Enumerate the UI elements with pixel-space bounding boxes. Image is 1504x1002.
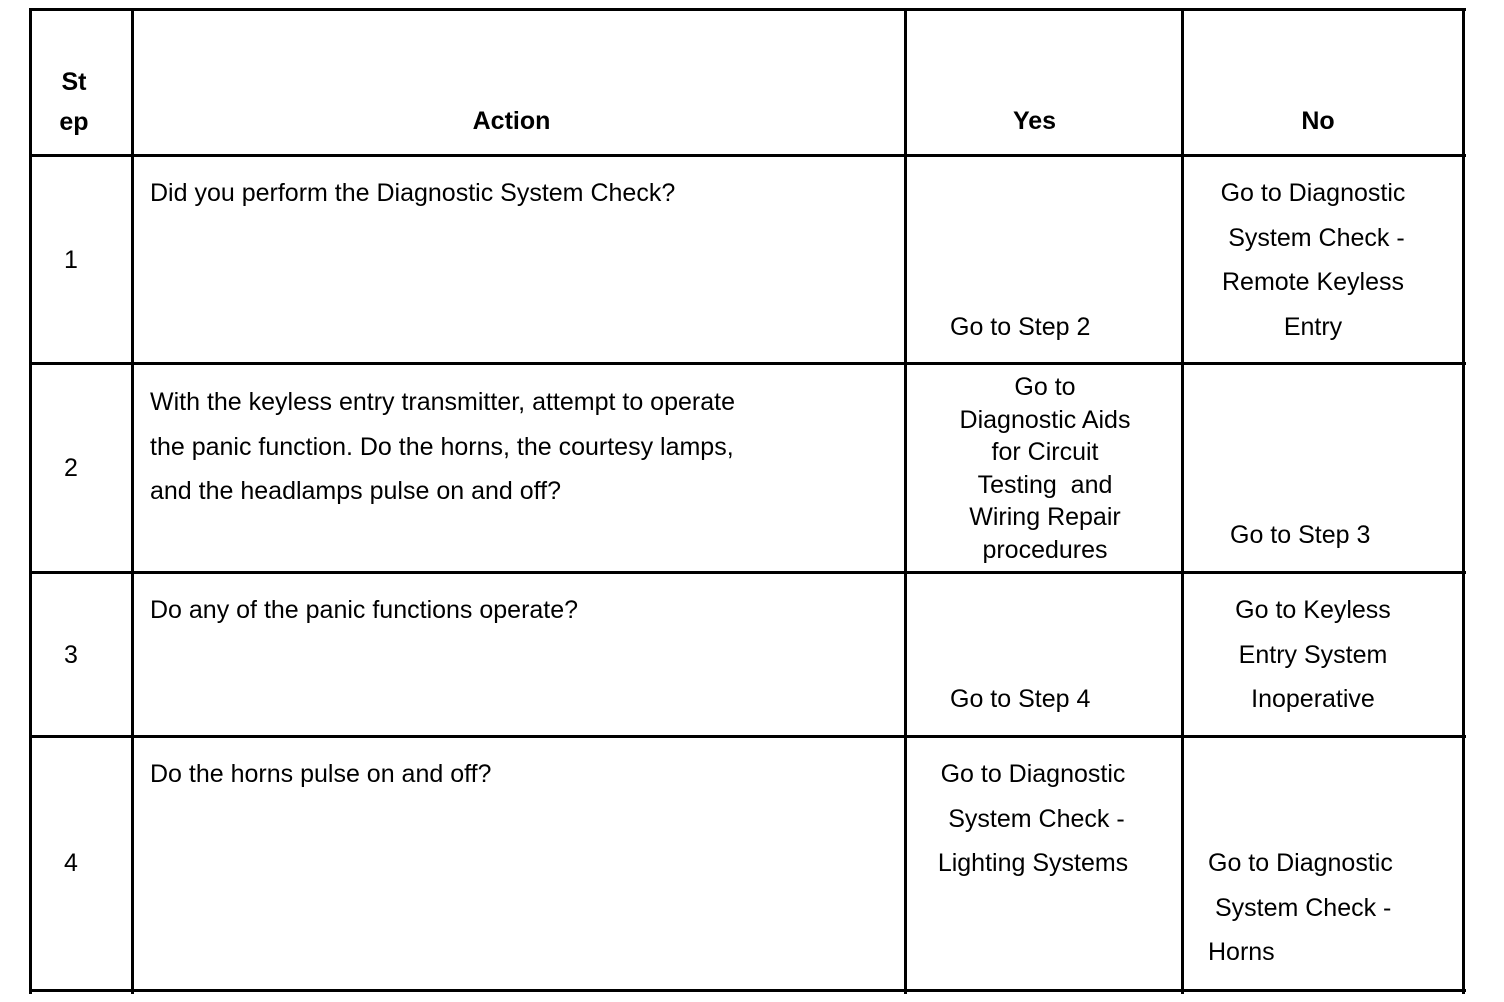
no-result: Go to Diagnostic System Check - Remote Keyless Entry: [1220, 179, 1406, 341]
no-result: Go to Step 3: [1230, 521, 1371, 549]
action-text: Do the horns pulse on and off?: [150, 760, 492, 788]
header-step: St ep: [59, 68, 89, 136]
header-divider: [29, 154, 1466, 157]
no-result: Go to Diagnostic System Check - Horns: [1208, 849, 1393, 966]
row-divider-2: [29, 571, 1466, 574]
header-yes: Yes: [1012, 107, 1057, 135]
yes-result: Go to Diagnostic System Check - Lighting Systems: [937, 760, 1129, 877]
step-number: 1: [64, 246, 78, 274]
row-divider-3: [29, 735, 1466, 738]
row-divider-1: [29, 362, 1466, 365]
step-number: 4: [64, 849, 78, 877]
table-border-top: [29, 8, 1466, 11]
header-no: No: [1301, 107, 1335, 135]
yes-result: Go to Step 2: [950, 313, 1091, 341]
header-action: Action: [472, 107, 551, 135]
action-text: With the keyless entry transmitter, attempt to operate the panic function. Do the horns, the courtesy lamps, and the headlamps pulse on and off?: [150, 388, 735, 505]
step-number: 3: [64, 641, 78, 669]
action-text: Did you perform the Diagnostic System Check?: [150, 179, 676, 207]
step-number: 2: [64, 454, 78, 482]
yes-result: Go to Step 4: [950, 685, 1091, 713]
no-result: Go to Keyless Entry System Inoperative: [1235, 596, 1391, 713]
action-text: Do any of the panic functions operate?: [150, 596, 579, 624]
table-border-bottom: [29, 989, 1466, 992]
yes-result: Go to Diagnostic Aids for Circuit Testing and Wiring Repair procedures: [959, 373, 1131, 564]
